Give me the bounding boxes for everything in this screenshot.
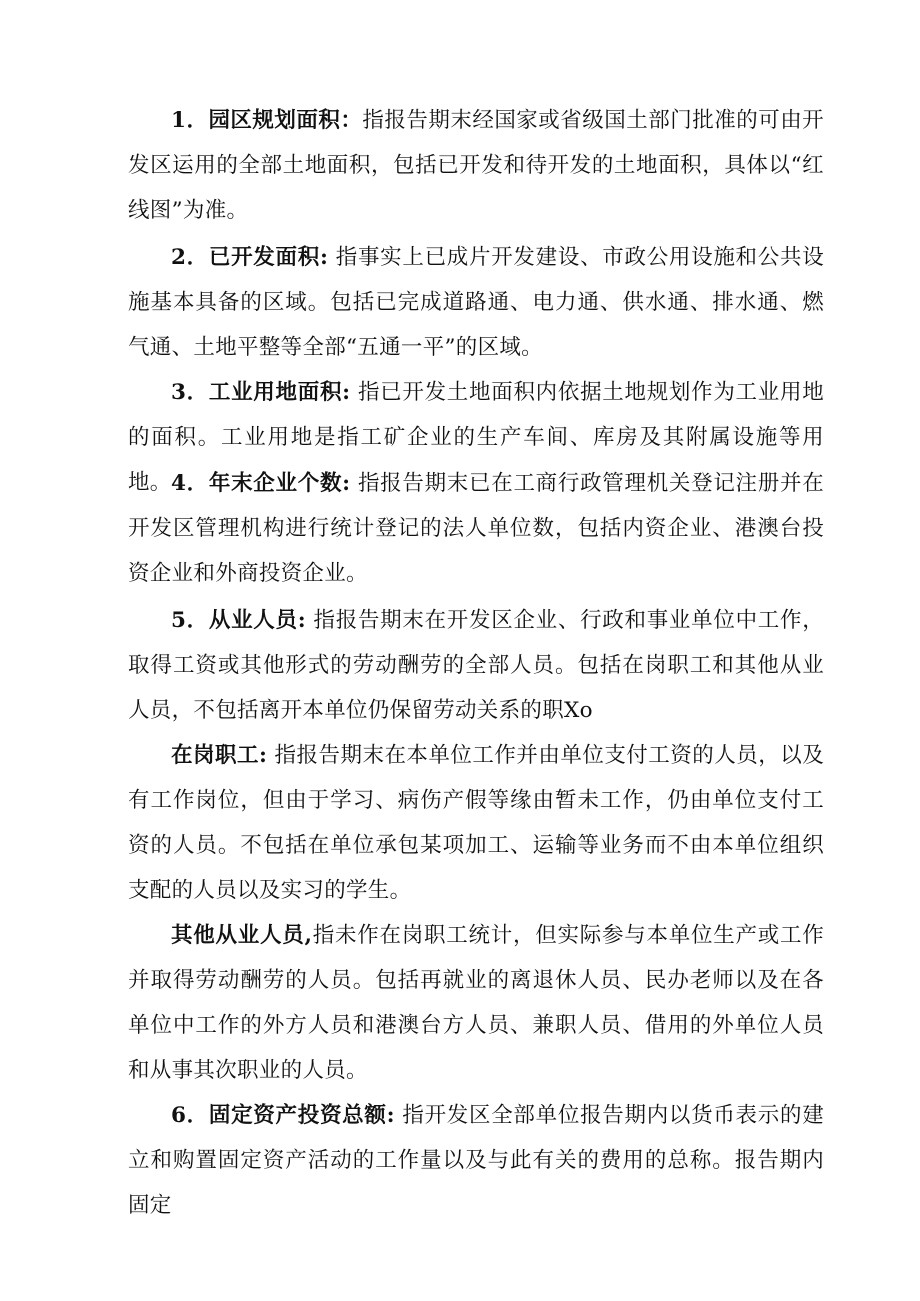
definition-text: 指开发区全部单位报告期内以货币表示的建立和购置固定资产活动的工作量以及与此有关的费用的总称。报告期内固定 xyxy=(128,1103,824,1218)
definition-text: 指报告期末经国家或省级国土部门批准的可由开发区运用的全部土地面积，包括已开发和待开发的土地面积，具体以“红线图”为准。 xyxy=(128,108,824,223)
definition-text: 指报告期末已在工商行政管理机关登记注册并在开发区管理机构进行统计登记的法人单位数，包括内资企业、港澳台投资企业和外商投资企业。 xyxy=(128,471,824,586)
term-label: 其他从业人员, xyxy=(171,923,313,948)
definition-text: 指未作在岗职工统计，但实际参与本单位生产或工作并取得劳动酬劳的人员。包括再就业的离退休人员、民办老师以及在各单位中工作的外方人员和港澳台方人员、兼职人员、借用的外单位人员和从事其次职业的人员。 xyxy=(128,923,824,1083)
term-label: 2．已开发面积: xyxy=(171,245,329,270)
definition-text: 指报告期末在本单位工作并由单位支付工资的人员，以及有工作岗位，但由于学习、病伤产假等缘由暂未工作，仍由单位支付工资的人员。不包括在单位承包某项加工、运输等业务而不由本单位组织支配的人员以及实习的学生。 xyxy=(128,743,824,903)
term-label: 1．园区规划面积： xyxy=(171,108,363,133)
term-label: 5．从业人员: xyxy=(171,608,306,633)
term-label: 在岗职工: xyxy=(171,743,268,768)
paragraph-other-employed xyxy=(128,913,824,1093)
paragraph-employed-persons xyxy=(128,598,824,733)
paragraph-on-post-staff xyxy=(128,733,824,913)
term-label: 4．年末企业个数: xyxy=(171,471,351,496)
paragraph-park-planned-area xyxy=(128,98,824,233)
term-label: 6．固定资产投资总额: xyxy=(171,1103,395,1128)
definition-text: 指事实上已成片开发建设、市政公用设施和公共设施基本具备的区域。包括已完成道路通、电力通、供水通、排水通、燃气通、土地平整等全部“五通一平”的区域。 xyxy=(128,245,824,360)
term-label: 3．工业用地面积: xyxy=(171,380,351,405)
paragraph-fixed-asset-investment xyxy=(128,1093,824,1228)
paragraph-year-end-enterprises xyxy=(128,461,824,596)
paragraph-developed-area xyxy=(128,235,824,370)
definition-text: 指报告期末在开发区企业、行政和事业单位中工作，取得工资或其他形式的劳动酬劳的全部人员。包括在岗职工和其他从业人员，不包括离开本单位仍保留劳动关系的职Xo xyxy=(128,608,825,723)
definition-text: 指已开发土地面积内依据土地规划作为工业用地的面积。工业用地是指工矿企业的生产车间、库房及其附属设施等用地。 xyxy=(128,380,824,495)
